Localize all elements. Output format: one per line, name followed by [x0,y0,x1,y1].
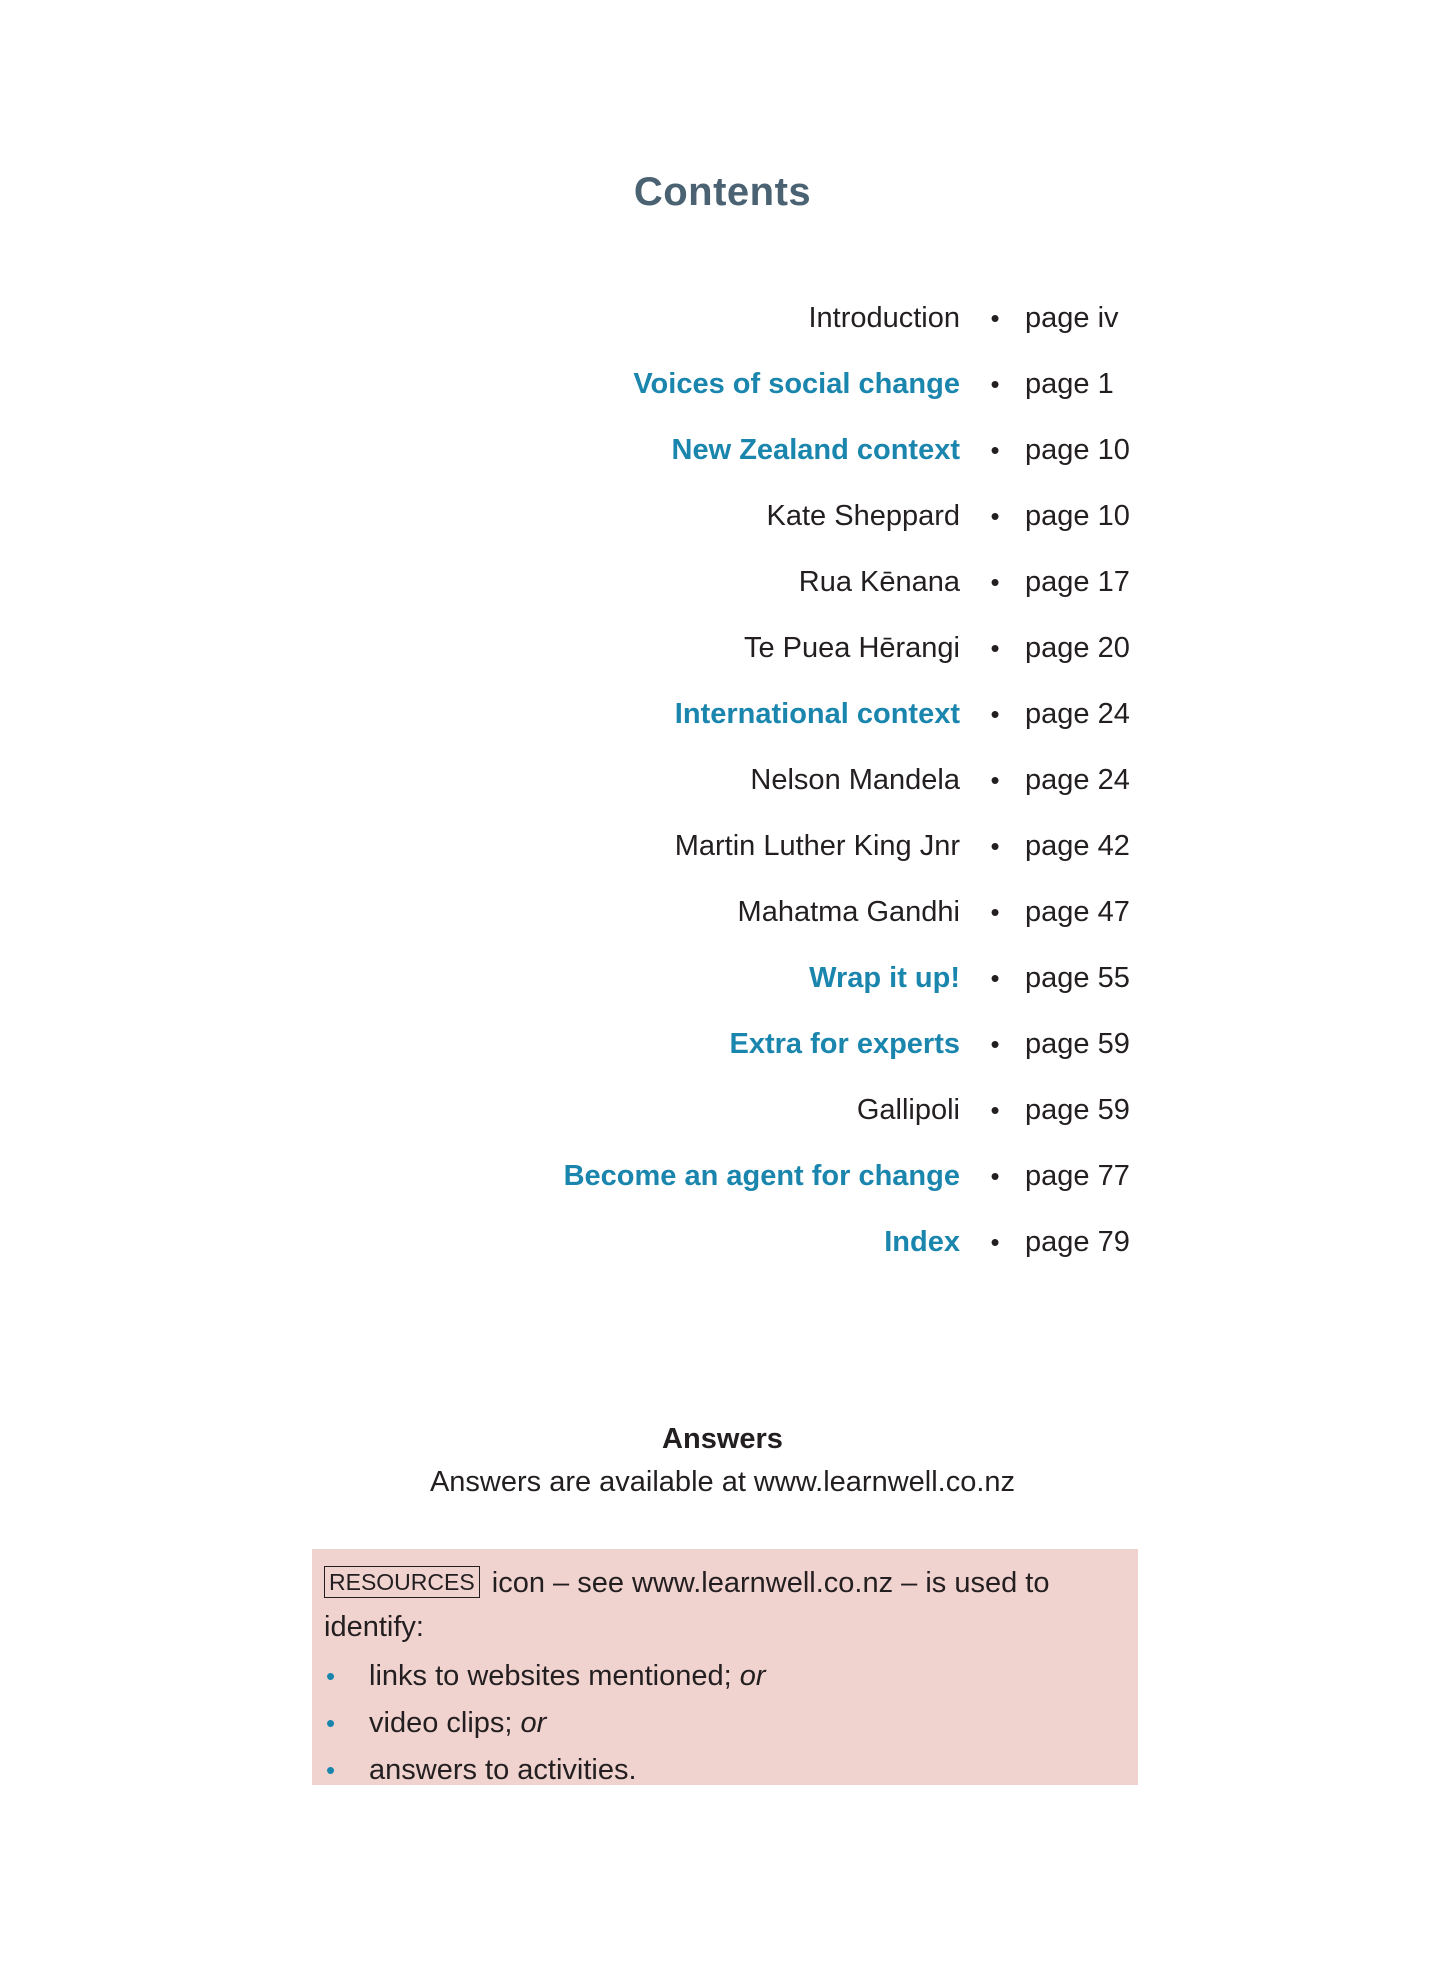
toc-entry-title: Wrap it up! [809,962,960,994]
toc-entry[interactable] [0,1019,1445,1069]
resources-intro-text: icon – see www.learnwell.co.nz – is used to identify: [324,1567,1050,1643]
toc-entry-page: page 20 [1025,632,1130,664]
toc-entry-page: page 24 [1025,764,1130,796]
page-title: Contents [633,170,812,214]
toc-entry[interactable] [0,359,1445,409]
toc-entry-title: Kate Sheppard [766,500,960,532]
list-item [324,1700,1126,1747]
resources-list [324,1653,1126,1794]
toc-separator: • [990,765,1000,795]
toc-entry-title: Introduction [808,302,960,334]
toc-entry-title: Become an agent for change [563,1160,960,1192]
list-item [324,1747,1126,1794]
bullet-icon: • [326,1708,336,1738]
toc-separator: • [990,501,1000,531]
toc-separator: • [990,1095,1000,1125]
toc-entry-title: New Zealand context [671,434,960,466]
toc-entry-title: Te Puea Hērangi [743,632,960,664]
toc-entry[interactable] [0,1217,1445,1267]
list-item-suffix: or [739,1660,766,1692]
toc-entry-page: page 59 [1025,1028,1130,1060]
answers-text: Answers are available at www.learnwell.co.nz [429,1466,1016,1498]
toc-entry[interactable] [0,557,1445,607]
toc-entry[interactable] [0,755,1445,805]
toc-entry[interactable] [0,1085,1445,1135]
toc-separator: • [990,699,1000,729]
toc-entry[interactable] [0,1151,1445,1201]
toc-entry[interactable] [0,689,1445,739]
toc-entry-title: Rua Kēnana [798,566,960,598]
toc-entry[interactable] [0,491,1445,541]
toc-separator: • [990,897,1000,927]
list-item-text: answers to activities. [369,1754,637,1786]
toc-entry-page: page 24 [1025,698,1130,730]
toc-entry[interactable] [0,293,1445,343]
toc-entry-page: page 77 [1025,1160,1130,1192]
toc-entry-page: page 55 [1025,962,1130,994]
bullet-icon: • [326,1661,336,1691]
toc-separator: • [990,963,1000,993]
toc-separator: • [990,831,1000,861]
toc-separator: • [990,435,1000,465]
toc-entry-page: page 17 [1025,566,1130,598]
toc-separator: • [990,1227,1000,1257]
toc-entry-title: Nelson Mandela [750,764,960,796]
bullet-icon: • [326,1755,336,1785]
toc-entry-title: International context [674,698,960,730]
answers-heading: Answers [662,1423,783,1455]
toc-entry[interactable] [0,425,1445,475]
toc-separator: • [990,369,1000,399]
toc-separator: • [990,567,1000,597]
toc-entry-title: Martin Luther King Jnr [674,830,960,862]
toc-separator: • [990,633,1000,663]
toc-entry-title: Extra for experts [729,1028,960,1060]
list-item-text: links to websites mentioned; [369,1660,732,1692]
toc-entry-page: page 79 [1025,1226,1130,1258]
toc-separator: • [990,1029,1000,1059]
toc-entry[interactable] [0,953,1445,1003]
toc-entry-title: Mahatma Gandhi [737,896,960,928]
toc-separator: • [990,303,1000,333]
toc-entry-page: page 1 [1025,368,1114,400]
resources-icon: RESOURCES [324,1566,480,1598]
toc-entry-title: Voices of social change [633,368,960,400]
toc-entry-page: page iv [1025,302,1119,334]
list-item-text: video clips; [369,1707,513,1739]
toc-entry-page: page 59 [1025,1094,1130,1126]
toc-entry[interactable] [0,821,1445,871]
toc-entry[interactable] [0,887,1445,937]
toc-entry-page: page 10 [1025,500,1130,532]
resources-info-box [312,1549,1138,1785]
list-item [324,1653,1126,1700]
list-item-suffix: or [520,1707,547,1739]
toc-separator: • [990,1161,1000,1191]
toc-entry-title: Index [884,1226,960,1258]
toc-entry-page: page 42 [1025,830,1130,862]
resources-intro [324,1561,1126,1649]
toc-entry-title: Gallipoli [856,1094,960,1126]
toc-entry[interactable] [0,623,1445,673]
toc-entry-page: page 10 [1025,434,1130,466]
toc-entry-page: page 47 [1025,896,1130,928]
